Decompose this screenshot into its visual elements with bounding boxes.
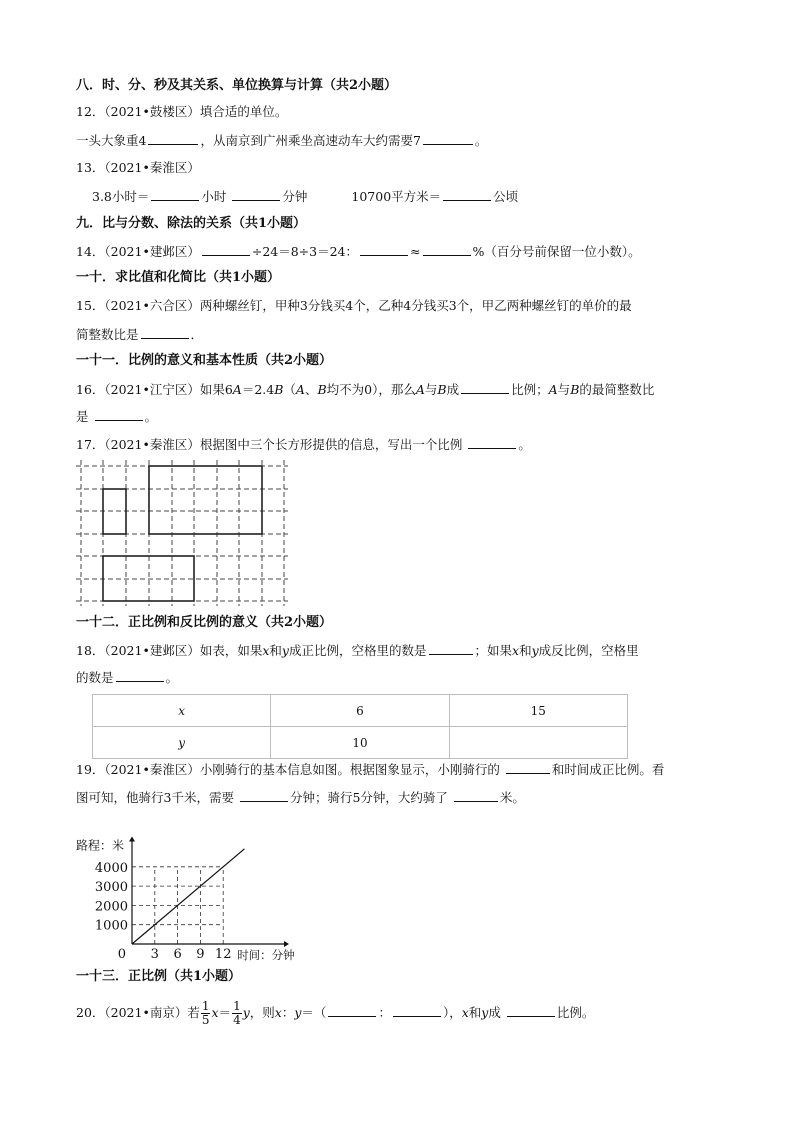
x-tick-label: 9 bbox=[196, 947, 205, 962]
table-cell: 10 bbox=[271, 727, 449, 759]
x-axis-arrow bbox=[284, 941, 289, 947]
q18-text: 和 bbox=[519, 643, 532, 658]
q19-line2 bbox=[76, 788, 525, 807]
q16-text: 与 bbox=[424, 382, 438, 397]
q16-text: （ bbox=[283, 382, 296, 397]
x-tick-label: 3 bbox=[150, 947, 159, 962]
q20-text: ）， bbox=[442, 1005, 462, 1020]
distance-time-chart bbox=[70, 822, 310, 962]
q13-text-d: 10700平方米＝ bbox=[351, 189, 442, 204]
q20-text: 成 bbox=[488, 1005, 501, 1020]
q14-text-a: 14．（2021•建邺区） bbox=[76, 244, 200, 259]
q12-text-b: ，从南京到广州乘坐高速动车大约需要7 bbox=[200, 133, 421, 148]
var-a: A bbox=[548, 382, 558, 397]
answer-blank[interactable] bbox=[506, 760, 550, 774]
q19-line1 bbox=[76, 760, 664, 779]
q16-line1 bbox=[76, 380, 654, 399]
table-cell: x bbox=[93, 695, 271, 727]
q19-text: 图可知，他骑行3千米，需要 bbox=[76, 790, 234, 805]
fraction-one-fourth: $\frac{1}{4}$ bbox=[233, 999, 241, 1027]
fraction-one-fifth: $\frac{1}{5}$ bbox=[201, 999, 210, 1027]
answer-blank[interactable] bbox=[507, 1003, 555, 1017]
var-x: x bbox=[274, 1005, 282, 1020]
x-tick-label: 6 bbox=[173, 947, 182, 962]
q19-text: 和时间成正比例。看 bbox=[551, 762, 665, 777]
q20-text: ，则 bbox=[249, 1005, 275, 1020]
q17-text-a: 17．（2021•秦淮区）根据图中三个长方形提供的信息，写出一个比例 bbox=[76, 437, 463, 452]
q12-text-a: 一头大象重4 bbox=[76, 133, 147, 148]
q20-text: 20．（2021•南京）若 bbox=[76, 1005, 200, 1020]
q20-text: ： bbox=[378, 1005, 391, 1020]
var-y: y bbox=[242, 1005, 250, 1020]
answer-blank[interactable] bbox=[393, 1003, 441, 1017]
answer-blank[interactable] bbox=[328, 1003, 376, 1017]
q16-text: 与 bbox=[557, 382, 571, 397]
xy-table bbox=[92, 694, 628, 759]
answer-blank[interactable] bbox=[454, 788, 498, 802]
section-13-heading: 一十三．正比例（共1小题） bbox=[76, 969, 242, 984]
q18-text: 。 bbox=[165, 670, 179, 685]
table-cell-empty[interactable] bbox=[449, 727, 627, 759]
q20-text: ： bbox=[281, 1005, 295, 1020]
q15-text-a: 简整数比是 bbox=[76, 327, 139, 342]
y-tick-label: 4000 bbox=[94, 860, 128, 876]
q16-text: ＝2.4 bbox=[241, 382, 275, 397]
section-9-heading: 九．比与分数、除法的关系（共1小题） bbox=[76, 216, 307, 231]
answer-blank[interactable] bbox=[468, 435, 516, 449]
q16-text: 16．（2021•江宁区）如果6 bbox=[76, 382, 233, 397]
section-11-heading: 一十一．比例的意义和基本性质（共2小题） bbox=[76, 353, 333, 368]
q13-head: 13．（2021•秦淮区） bbox=[76, 160, 200, 175]
answer-blank[interactable] bbox=[423, 131, 473, 145]
q16-text: 。 bbox=[144, 409, 158, 424]
q20-text: 比例。 bbox=[556, 1005, 595, 1020]
answer-blank[interactable] bbox=[443, 187, 491, 201]
q18-text: ；如果 bbox=[474, 643, 513, 658]
q18-text: 18．（2021•建邺区）如表，如果 bbox=[76, 643, 263, 658]
var-x: x bbox=[211, 1005, 219, 1020]
table-cell: 15 bbox=[449, 695, 627, 727]
q20-text: ＝（ bbox=[301, 1005, 327, 1020]
q19-text: 19．（2021•秦淮区）小刚骑行的基本信息如图。根据图象显示，小刚骑行的 bbox=[76, 762, 500, 777]
origin-label: 0 bbox=[117, 947, 126, 962]
q20-text: 和 bbox=[468, 1005, 482, 1020]
answer-blank[interactable] bbox=[202, 242, 250, 256]
answer-blank[interactable] bbox=[232, 187, 280, 201]
small-rectangle bbox=[103, 489, 126, 534]
large-rectangle bbox=[149, 466, 262, 534]
var-x: x bbox=[461, 1005, 469, 1020]
q18-text: 成反比例，空格里 bbox=[538, 643, 639, 658]
q13-text-a: 3.8小时＝ bbox=[92, 189, 150, 204]
var-b: B bbox=[317, 382, 327, 397]
var-x: x bbox=[512, 643, 520, 658]
answer-blank[interactable] bbox=[360, 242, 408, 256]
x-tick-label: 12 bbox=[214, 947, 232, 962]
q13-text-c: 分钟 bbox=[282, 189, 308, 204]
dashed-grid bbox=[76, 460, 288, 606]
var-b: B bbox=[437, 382, 447, 397]
q16-text: 成 bbox=[446, 382, 460, 397]
y-tick-label: 2000 bbox=[94, 899, 128, 915]
q15-line2 bbox=[76, 325, 203, 344]
q14-text-c: ≈ bbox=[410, 244, 421, 259]
var-y: y bbox=[481, 1005, 489, 1020]
q19-text: 米。 bbox=[499, 790, 525, 805]
q17-line bbox=[76, 435, 531, 454]
var-y: y bbox=[531, 643, 539, 658]
rectangles-grid-figure bbox=[76, 460, 291, 608]
q17-text-b: 。 bbox=[518, 437, 531, 452]
var-b: B bbox=[274, 382, 284, 397]
q13-body bbox=[92, 187, 518, 206]
y-axis-title: 路程：米 bbox=[76, 838, 125, 853]
q18-line2 bbox=[76, 668, 178, 687]
var-a: A bbox=[415, 382, 425, 397]
q15-text-b: ． bbox=[190, 327, 204, 342]
q14-text-d: %（百分号前保留一位小数）。 bbox=[472, 244, 641, 259]
answer-blank[interactable] bbox=[116, 668, 164, 682]
answer-blank[interactable] bbox=[240, 788, 288, 802]
answer-blank[interactable] bbox=[429, 641, 473, 655]
var-y: y bbox=[281, 643, 289, 658]
var-x: x bbox=[262, 643, 270, 658]
table-cell: 6 bbox=[271, 695, 449, 727]
distance-line bbox=[132, 849, 244, 944]
q16-text: 比例； bbox=[511, 382, 549, 397]
answer-blank[interactable] bbox=[461, 380, 509, 394]
q18-line1 bbox=[76, 641, 639, 660]
q16-text: 均不为0），那么 bbox=[326, 382, 416, 397]
q15-line1: 15．（2021•六合区）两种螺丝钉，甲种3分钱买4个，乙种4分钱买3个，甲乙两种螺丝钉的单价的最 bbox=[76, 298, 632, 313]
q12-text-c: 。 bbox=[474, 133, 488, 148]
y-tick-label: 3000 bbox=[94, 880, 128, 896]
x-axis-title: 时间：分钟 bbox=[237, 948, 295, 962]
q13-text-b: 小时 bbox=[201, 189, 227, 204]
q18-text: 和 bbox=[269, 643, 282, 658]
answer-blank[interactable] bbox=[151, 187, 199, 201]
q16-text: 是 bbox=[76, 409, 89, 424]
answer-blank[interactable] bbox=[95, 407, 143, 421]
q14-body bbox=[76, 242, 641, 261]
q19-text: 分钟；骑行5分钟，大约骑了 bbox=[289, 790, 448, 805]
q20-text: ＝ bbox=[218, 1005, 232, 1020]
table-row bbox=[93, 727, 628, 759]
section-12-heading: 一十二．正比例和反比例的意义（共2小题） bbox=[76, 615, 333, 630]
q18-text: 成正比例，空格里的数是 bbox=[288, 643, 427, 658]
answer-blank[interactable] bbox=[423, 242, 471, 256]
section-10-heading: 一十．求比值和化简比（共1小题） bbox=[76, 270, 281, 285]
q16-text: 、 bbox=[304, 382, 318, 397]
q13-text-e: 公顷 bbox=[493, 189, 519, 204]
answer-blank[interactable] bbox=[148, 131, 198, 145]
table-row bbox=[93, 695, 628, 727]
var-a: A bbox=[295, 382, 305, 397]
q14-text-b: ÷24＝8÷3＝24： bbox=[251, 244, 359, 259]
q16-text: 的最简整数比 bbox=[579, 382, 655, 397]
var-a: A bbox=[232, 382, 242, 397]
q20-line bbox=[76, 1000, 594, 1027]
q16-line2 bbox=[76, 407, 157, 426]
q18-text: 的数是 bbox=[76, 670, 114, 685]
q12-head: 12．（2021•鼓楼区）填合适的单位。 bbox=[76, 104, 288, 119]
y-tick-label: 1000 bbox=[94, 918, 128, 934]
q12-body bbox=[76, 131, 487, 150]
y-axis-arrow bbox=[129, 837, 135, 842]
var-b: B bbox=[570, 382, 580, 397]
section-8-heading: 八．时、分、秒及其关系、单位换算与计算（共2小题） bbox=[76, 78, 398, 93]
answer-blank[interactable] bbox=[141, 325, 189, 339]
table-cell: y bbox=[93, 727, 271, 759]
var-y: y bbox=[294, 1005, 302, 1020]
